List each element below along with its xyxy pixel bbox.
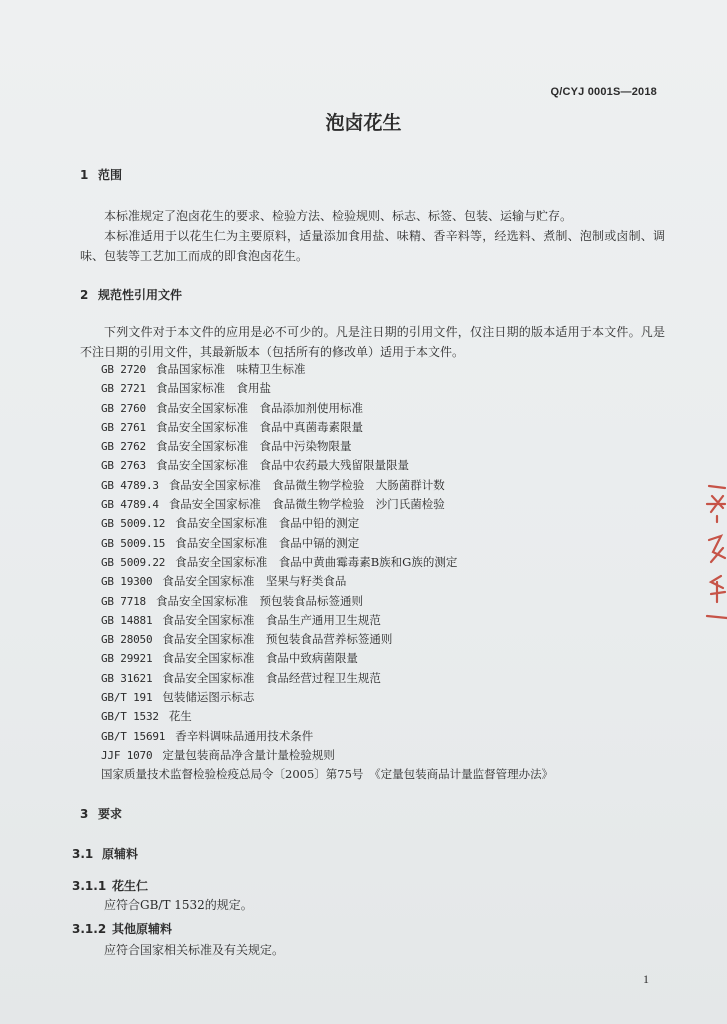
reference-list	[101, 360, 553, 785]
reference-item: GB/T 191 包装储运图示标志	[101, 690, 255, 705]
section-heading-references	[80, 286, 182, 303]
subsection-title: 原辅料	[102, 847, 139, 861]
section-title: 范围	[98, 168, 123, 182]
subsubsection-title: 其他原辅料	[112, 922, 173, 936]
reference-item: GB 31621 食品安全国家标准 食品经营过程卫生规范	[101, 670, 381, 685]
subsubsection-number: 3.1.2	[72, 922, 107, 936]
subsection-number: 3.1	[72, 847, 94, 861]
reference-item: GB 7718 食品安全国家标准 预包装食品标签通则	[101, 593, 363, 608]
red-seal-stamp-icon	[703, 478, 727, 628]
requirement-text: 应符合国家相关标准及有关规定。	[104, 943, 285, 957]
reference-item: GB 4789.3 食品安全国家标准 食品微生物学检验 大肠菌群计数	[101, 477, 445, 492]
reference-item: GB 2720 食品国家标准 味精卫生标准	[101, 362, 306, 376]
reference-item: GB 28050 食品安全国家标准 预包装食品营养标签通则	[101, 632, 393, 647]
section-number: 1	[80, 168, 89, 182]
scope-paragraph-1: 本标准规定了泡卤花生的要求、检验方法、检验规则、标志、标签、包装、运输与贮存。	[104, 209, 573, 223]
reference-item: GB 2721 食品国家标准 食用盐	[101, 381, 271, 396]
page-title: 泡卤花生	[325, 112, 402, 134]
reference-item: GB 19300 食品安全国家标准 坚果与籽类食品	[101, 574, 347, 589]
scope-paragraph-2: 本标准适用于以花生仁为主要原料，适量添加食用盐、味精、香辛料等，经选料、煮制、泡制或卤制、调味、包装等工艺加工而成的即食泡卤花生。	[80, 229, 665, 263]
reference-item: GB/T 15691 香辛料调味品通用技术条件	[101, 728, 314, 743]
reference-item: GB 14881 食品安全国家标准 食品生产通用卫生规范	[101, 612, 381, 627]
subsubsection-number: 3.1.1	[72, 879, 107, 893]
section-number: 2	[80, 288, 89, 302]
reference-item: GB 2760 食品安全国家标准 食品添加剂使用标准	[101, 400, 363, 415]
subsection-heading	[72, 845, 138, 862]
subsubsection-heading	[72, 920, 172, 937]
subsubsection-heading	[72, 877, 148, 894]
section-heading-scope	[80, 166, 122, 183]
section-title: 规范性引用文件	[98, 288, 183, 302]
subsubsection-title: 花生仁	[112, 879, 149, 893]
standard-code: Q/CYJ 0001S—2018	[550, 86, 657, 98]
reference-item: JJF 1070 定量包装商品净含量计量检验规则	[101, 747, 335, 762]
section-heading-requirements	[80, 805, 122, 822]
requirement-text: 应符合GB/T 1532的规定。	[104, 898, 253, 912]
reference-item: GB 5009.12 食品安全国家标准 食品中铅的测定	[101, 516, 360, 531]
references-intro: 下列文件对于本文件的应用是必不可少的。凡是注日期的引用文件，仅注日期的版本适用于本文件。凡是不注日期的引用文件，其最新版本（包括所有的修改单）适用于本文件。	[80, 325, 665, 359]
reference-item: GB 2762 食品安全国家标准 食品中污染物限量	[101, 439, 352, 454]
reference-item: GB 5009.22 食品安全国家标准 食品中黄曲霉毒素B族和G族的测定	[101, 554, 458, 569]
section-title: 要求	[98, 807, 123, 821]
reference-item: GB 5009.15 食品安全国家标准 食品中镉的测定	[101, 535, 360, 550]
page-number: 1	[643, 972, 649, 986]
reference-item: 国家质量技术监督检验检疫总局令〔2005〕第75号 《定量包装商品计量监督管理办法》	[101, 767, 554, 782]
reference-item: GB/T 1532 花生	[101, 709, 192, 724]
section-number: 3	[80, 807, 89, 821]
reference-item: GB 2761 食品安全国家标准 食品中真菌毒素限量	[101, 419, 363, 434]
reference-item: GB 4789.4 食品安全国家标准 食品微生物学检验 沙门氏菌检验	[101, 497, 445, 512]
reference-item: GB 2763 食品安全国家标准 食品中农药最大残留限量限量	[101, 458, 409, 473]
reference-item: GB 29921 食品安全国家标准 食品中致病菌限量	[101, 651, 358, 666]
